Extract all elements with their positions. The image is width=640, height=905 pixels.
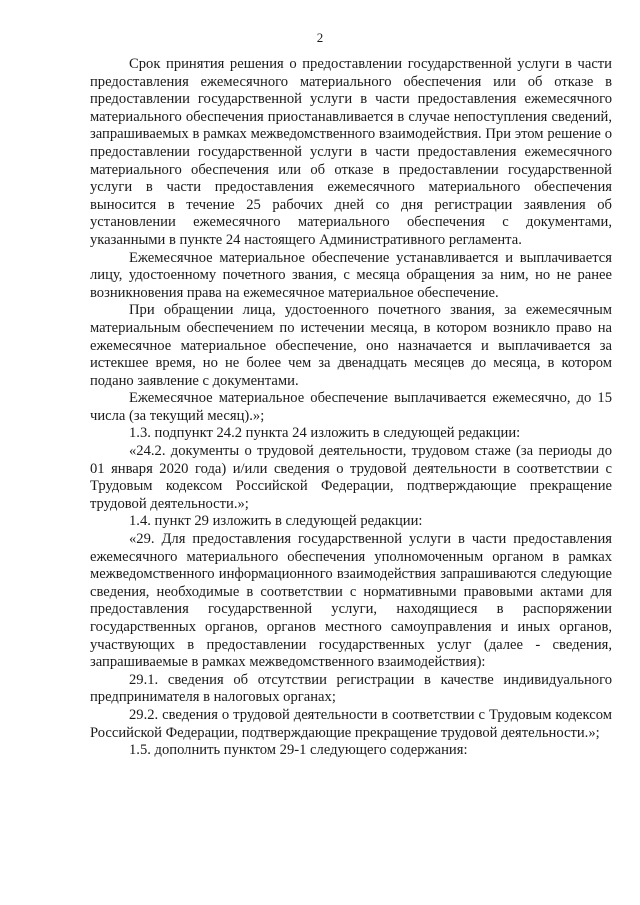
paragraph-payment-start: Ежемесячное материальное обеспечение устанавливается и выплачивается лицу, удостоенному почетного звания, с месяца обращения за ним, но не ранее возникновения права на ежемесячное материальное обеспечение. — [90, 249, 612, 301]
paragraph-subitem-29-1: 29.1. сведения об отсутствии регистрации в качестве индивидуального предпринимателя в налоговых органах; — [90, 671, 612, 706]
paragraph-subitem-24-2: «24.2. документы о трудовой деятельности, трудовом стаже (за периоды до 01 января 2020 года) и/или сведения о трудовой деятельности в соответствии с Трудовым кодексом Российской Федерации, подтверждающие прекращение трудовой деятельности.»; — [90, 443, 612, 512]
paragraph-monthly-payment: Ежемесячное материальное обеспечение выплачивается ежемесячно, до 15 числа (за текущий месяц).»; — [90, 390, 612, 424]
paragraph-item-1-3: 1.3. подпункт 24.2 пункта 24 изложить в следующей редакции: — [129, 425, 521, 442]
paragraph-item-29: «29. Для предоставления государственной услуги в части предоставления ежемесячного материального обеспечения уполномоченным органом в рамках межведомственного информационного взаимодействия запрашиваются следующие сведения, необходимые в соответствии с нормативными правовыми актами для предоставления государственной услуги, находящиеся в распоряжении государственных органов, органов местного самоуправления и иных органов, участвующих в предоставлении государственных услуг (далее - сведения, запрашиваемые в рамках межведомственного взаимодействия): — [90, 531, 612, 671]
paragraph-item-1-5: 1.5. дополнить пунктом 29-1 следующего содержания: — [129, 742, 468, 759]
paragraph-late-application: При обращении лица, удостоенного почетного звания, за ежемесячным материальным обеспечением по истечении месяца, в котором возникло право на ежемесячное материальное обеспечение, оно назначается и выплачивается за истекшее время, но не более чем за двенадцать месяцев до месяца, в котором подано заявление с документами. — [90, 302, 612, 389]
paragraph-decision-deadline: Срок принятия решения о предоставлении государственной услуги в части предоставления ежемесячного материального обеспечения или об отказе в предоставлении государственной услуги в части предоставления ежемесячного материального обеспечения приостанавливается в случае непоступления сведений, запрашиваемых в рамках межведомственного взаимодействия. При этом решение о предоставлении государственной услуги в части предоставления ежемесячного материального обеспечения или об отказе в предоставлении государственной услуги в части предоставления ежемесячного материального обеспечения выносится в течение 25 рабочих дней со дня регистрации заявления об установлении ежемесячного материального обеспечения с документами, указанными в пункте 24 настоящего Административного регламента. — [90, 56, 612, 248]
paragraph-subitem-29-2: 29.2. сведения о трудовой деятельности в соответствии с Трудовым кодексом Российской Федерации, подтверждающие прекращение трудовой деятельности.»; — [90, 706, 612, 741]
document-body — [90, 56, 612, 760]
page-number: 2 — [316, 30, 324, 45]
paragraph-item-1-4: 1.4. пункт 29 изложить в следующей редакции: — [129, 513, 423, 530]
